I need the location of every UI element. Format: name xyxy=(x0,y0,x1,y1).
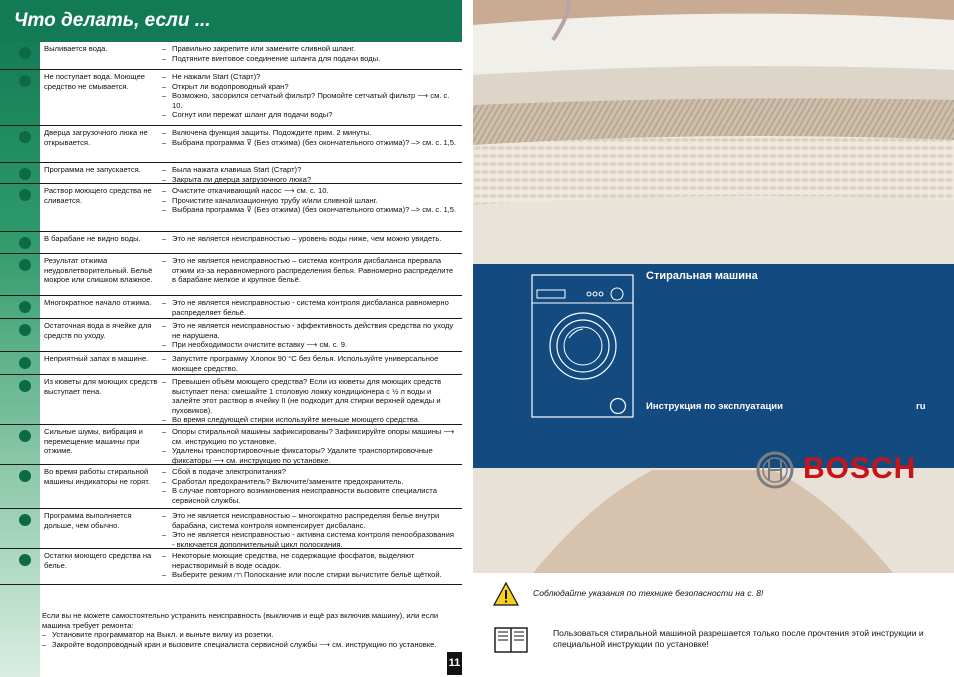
trouble-row xyxy=(0,465,462,509)
trouble-row xyxy=(0,375,462,425)
solution-item: – Некоторые моющие средства, не содержащие фосфатов, выделяют нерастворимый в воде осадок. xyxy=(162,551,458,570)
bullet-dot-icon xyxy=(19,259,31,271)
manual-label: Инструкция по эксплуатации xyxy=(646,401,783,412)
trouble-row xyxy=(0,126,462,163)
bullet-dot-icon xyxy=(19,301,31,313)
page-number: 11 xyxy=(447,652,462,675)
solution-list xyxy=(162,234,458,244)
solution-item: – Это не является неисправностью - система контроля дисбаланса равномерно распределяет бельё. xyxy=(162,298,458,317)
solution-item: – В случае повторного возникновения неисправности вызовите специалиста сервисной службы. xyxy=(162,486,458,505)
trouble-row xyxy=(0,296,462,319)
footer-step: – Установите программатор на Выкл. и выньте вилку из розетки. xyxy=(42,630,456,640)
trouble-row xyxy=(0,254,462,296)
solution-list xyxy=(162,427,458,465)
solution-list xyxy=(162,165,458,184)
problem-text: Остатки моющего средства на белье. xyxy=(44,551,152,570)
cover-photo-towels xyxy=(473,0,954,573)
bosch-armature-icon xyxy=(755,450,795,490)
solution-item: – Сработал предохранитель? Включите/замените предохранитель. xyxy=(162,477,458,487)
bullet-dot-icon xyxy=(19,357,31,369)
problem-text: Программа не запускается. xyxy=(44,165,141,174)
solution-item: – Превышен объём моющего средства? Если из кюветы для моющих средств выступает пена: смешайте 1 столовую ложку кондиционера с ½ л воды и залейте этот раствор в ячейку II (не подходит для стирки верхней одежды и пуховиков). xyxy=(162,377,458,415)
solution-list xyxy=(162,377,458,425)
brand-wordmark: BOSCH xyxy=(803,452,917,485)
trouble-row xyxy=(0,70,462,126)
footer-note xyxy=(42,611,456,649)
bullet-dot-icon xyxy=(19,554,31,566)
solution-item: – Это не является неисправностью – многократно распределяя белье внутри барабана, система контроля компенсирует дисбаланс. xyxy=(162,511,458,530)
install-note-text: Пользоваться стиральной машиной разрешается только после прочтения этой инструкции и специальной инструкции по установке! xyxy=(553,628,924,649)
problem-text: Остаточная вода в ячейке для средств по уходу. xyxy=(44,321,152,340)
bullet-dot-icon xyxy=(19,514,31,526)
solution-list xyxy=(162,186,458,215)
bullet-dot-icon xyxy=(19,47,31,59)
solution-item: – Не нажали Start (Старт)? xyxy=(162,72,458,82)
problem-text: Неприятный запах в машине. xyxy=(44,354,149,363)
solution-item: – Выбрана программа ⊽ (Без отжима) (без окончательного отжима)? –> см. с. 1,5. xyxy=(162,138,458,148)
solution-list xyxy=(162,256,458,285)
solution-item: – Выбрана программа ⊽ (Без отжима) (без окончательного отжима)? –> см. с. 1,5. xyxy=(162,205,458,215)
solution-item: – Во время следующей стирки используйте меньше моющего средства. xyxy=(162,415,458,425)
language-code: ru xyxy=(916,401,926,412)
trouble-row xyxy=(0,425,462,465)
trouble-row xyxy=(0,184,462,232)
solution-item: – Включена функция защиты. Подождите прим. 2 минуты. xyxy=(162,128,458,138)
solution-item: – Согнут или пережат шланг для подачи воды? xyxy=(162,110,458,120)
bullet-dot-icon xyxy=(19,75,31,87)
footer-intro: Если вы не можете самостоятельно устранить неисправность (выключив и ещё раз включив машину), или если машина требует ремонта: xyxy=(42,611,439,630)
solution-list xyxy=(162,72,458,120)
problem-text: Не поступает вода. Моющее средство не смывается. xyxy=(44,72,146,91)
bullet-dot-icon xyxy=(19,168,31,180)
solution-item: – Выберите режим ⩋ Полоскание или после стирки вычистите бельё щёткой. xyxy=(162,570,458,580)
bullet-dot-icon xyxy=(19,470,31,482)
solution-list xyxy=(162,44,458,63)
solution-list xyxy=(162,354,458,373)
problem-text: Результат отжима неудовлетворительный. Бельё мокрое или слишком влажное. xyxy=(44,256,153,285)
solution-item: – Правильно закрепите или замените сливной шланг. xyxy=(162,44,458,54)
solution-item: – Это не является неисправностью – система контроля дисбаланса прервала отжим из-за неравномерного распределения белья. Равномерно распределите в барабане мелкое и крупное бельё. xyxy=(162,256,458,285)
safety-note-text: Соблюдайте указания по технике безопасности на с. 8! xyxy=(533,588,764,598)
solution-item: – Возможно, засорился сетчатый фильтр? Промойте сетчатый фильтр ⟶ см. с. 10. xyxy=(162,91,458,110)
solution-item: – Была нажата клавиша Start (Старт)? xyxy=(162,165,458,175)
solution-list xyxy=(162,298,458,317)
solution-item: – Подтяните винтовое соединение шланга для подачи воды. xyxy=(162,54,458,64)
right-page xyxy=(473,0,954,677)
warning-triangle-icon xyxy=(493,582,519,606)
solution-item: – Удалены транспортировочные фиксаторы? Удалите транспортировочные фиксаторы ⟶ см. инструкцию по установке. xyxy=(162,446,458,465)
problem-text: Дверца загрузочного люка не открывается. xyxy=(44,128,148,147)
solution-item: – Это не является неисправностью - эффективность действия средства по уходу не нарушена. xyxy=(162,321,458,340)
problem-text: Многократное начало отжима. xyxy=(44,298,152,307)
troubleshooting-table xyxy=(0,42,462,585)
bullet-dot-icon xyxy=(19,237,31,249)
solution-item: – Открыт ли водопроводный кран? xyxy=(162,82,458,92)
trouble-row xyxy=(0,232,462,254)
blue-title-band xyxy=(473,264,954,468)
problem-text: Программа выполняется дольше, чем обычно. xyxy=(44,511,132,530)
trouble-row xyxy=(0,509,462,549)
title-bar xyxy=(0,0,462,42)
bullet-dot-icon xyxy=(19,430,31,442)
footer-step: – Закройте водопроводный кран и вызовите специалиста сервисной службы ⟶ см. инструкцию по установке. xyxy=(42,640,456,650)
trouble-row xyxy=(0,319,462,352)
problem-text: Сильные шумы, вибрация и перемещение машины при отжиме. xyxy=(44,427,143,456)
solution-list xyxy=(162,128,458,147)
problem-text: Во время работы стиральной машины индикаторы не горят. xyxy=(44,467,150,486)
bosch-logo xyxy=(755,448,925,492)
trouble-row xyxy=(0,352,462,375)
bullet-dot-icon xyxy=(19,131,31,143)
solution-item: – Сбой в подаче электропитания? xyxy=(162,467,458,477)
solution-item: – Это не является неисправностью – уровень воды ниже, чем можно увидеть. xyxy=(162,234,458,244)
page-title: Что делать, если ... xyxy=(14,10,211,31)
problem-text: В барабане не видно воды. xyxy=(44,234,141,243)
trouble-row xyxy=(0,163,462,184)
problem-text: Из кюветы для моющих средств выступает пена. xyxy=(44,377,158,396)
safety-notice xyxy=(493,580,953,610)
problem-text: Раствор моющего средства не сливается. xyxy=(44,186,152,205)
bullet-dot-icon xyxy=(19,324,31,336)
install-notice xyxy=(493,624,953,660)
solution-list xyxy=(162,467,458,505)
solution-list xyxy=(162,551,458,580)
solution-list xyxy=(162,511,458,549)
trouble-row xyxy=(0,549,462,585)
left-page xyxy=(0,0,462,677)
trouble-row xyxy=(0,42,462,70)
product-title: Стиральная машина xyxy=(646,270,758,282)
bullet-dot-icon xyxy=(19,380,31,392)
problem-text: Выливается вода. xyxy=(44,44,108,53)
solution-list xyxy=(162,321,458,350)
solution-item: – Очистите откачивающий насос ⟶ см. с. 10. xyxy=(162,186,458,196)
solution-item: – Прочистите канализационную трубу и/или сливной шланг. xyxy=(162,196,458,206)
solution-item: – При необходимости очистите вставку ⟶ см. с. 9. xyxy=(162,340,458,350)
bullet-dot-icon xyxy=(19,189,31,201)
manual-book-icon xyxy=(493,626,529,654)
solution-item: – Опоры стиральной машины зафиксированы? Зафиксируйте опоры машины ⟶ см. инструкцию по установке. xyxy=(162,427,458,446)
solution-item: – Закрыта ли дверца загрузочного люка? xyxy=(162,175,458,185)
program-knob-icon xyxy=(609,397,627,415)
solution-item: – Это не является неисправностью - активна система контроля пенообразования - включается дополнительный цикл полоскания. xyxy=(162,530,458,549)
solution-item: – Запустите программу Хлопок 90 °C без белья. Используйте универсальное моющее средство. xyxy=(162,354,458,373)
